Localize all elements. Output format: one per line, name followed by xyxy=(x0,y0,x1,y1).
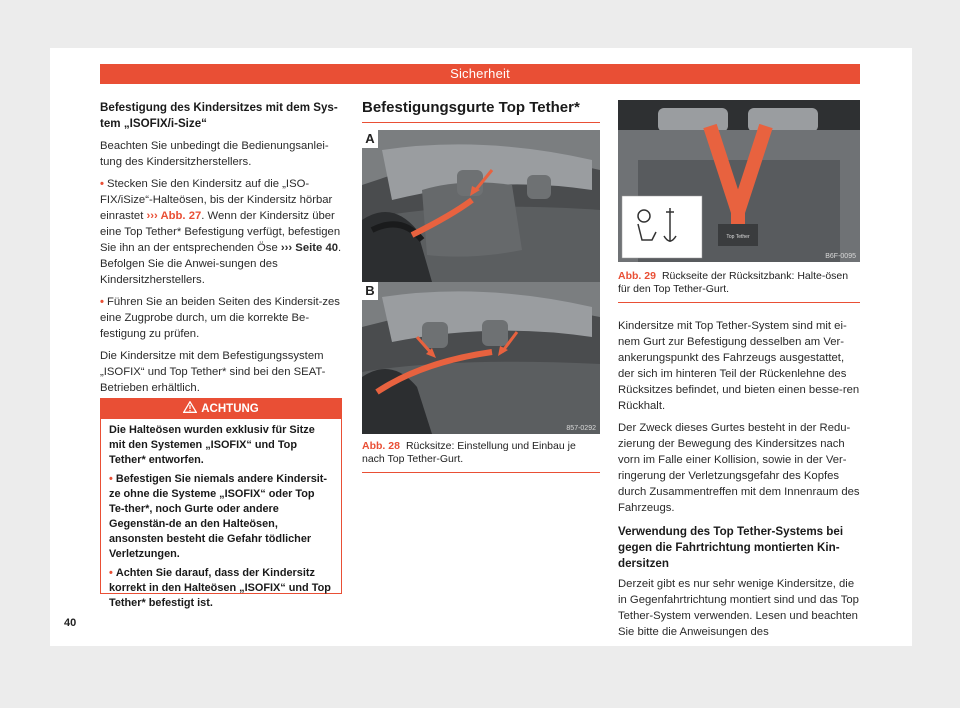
page-number: 40 xyxy=(64,617,77,629)
bullet-dot-icon: • xyxy=(109,473,113,485)
left-closing: Die Kindersitze mit dem Befestigungssystem „ISOFIX“ und Top Tether* sind bei den SEAT-Betrieben erhältlich. xyxy=(100,350,326,394)
figure-29-caption-text: Rückseite der Rücksitzbank: Halte-ösen für den Top Tether-Gurt. xyxy=(618,270,849,295)
figure-29-label: Abb. 29 xyxy=(618,270,656,282)
left-heading: Befestigung des Kindersitzes mit dem Sys-tem „ISOFIX/i-Size“ xyxy=(100,101,338,130)
top-tether-tag: Top Tether xyxy=(726,234,750,240)
warning-item-1 xyxy=(109,472,333,562)
figure-code: B6F-0095 xyxy=(825,253,856,260)
figure-label-b: B xyxy=(362,282,378,300)
warning-header xyxy=(101,399,341,419)
right-paragraph-3: Derzeit gibt es nur sehr wenige Kindersitze, die in Gegenfahrtrichtung montiert sind und das Top Tether-System verwenden. Lesen und beachten Sie bitte die Anweisungen des xyxy=(618,578,859,638)
warning-box xyxy=(100,398,342,609)
figure-28-label: Abb. 28 xyxy=(362,440,400,452)
figure-label-a: A xyxy=(362,130,378,148)
left-bullet-2 xyxy=(100,294,342,342)
warning-item-2-text: Achten Sie darauf, dass der Kindersitz korrekt in den Halteösen „ISOFIX“ und Top Tether* befestigt ist. xyxy=(109,567,331,609)
figure-28-caption xyxy=(362,440,600,473)
left-bullet-1 xyxy=(100,176,342,288)
figure-29-caption xyxy=(618,270,860,303)
warning-triangle-icon xyxy=(183,401,197,413)
bullet-dot-icon: • xyxy=(100,296,104,308)
right-subheading: Verwendung des Top Tether-Systems bei gegen die Fahrtrichtung montierten Kin-dersitzen xyxy=(618,525,844,570)
right-column-text xyxy=(618,318,860,640)
bullet1-text-b: . Wenn der Kindersitz über eine Top Tether* Befestigung verfügt, befestigen Sie ihn an der entsprechenden Öse xyxy=(100,210,341,254)
left-intro: Beachten Sie unbedingt die Bedienungsanlei-tung des Kindersitzherstellers. xyxy=(100,140,329,168)
bullet-dot-icon: • xyxy=(109,567,113,579)
figure-28-a xyxy=(362,130,600,282)
right-paragraph-2: Der Zweck dieses Gurtes besteht in der Redu-zierung der Bewegung des Kindersitzes nach vorn im Falle einer Kollision, sowie in der Ver-ringerung der Verletzungsgefahr des Kopfes durch Zusammentreffen mit dem Innenraum des Fahrzeugs. xyxy=(618,422,860,514)
right-paragraph-1: Kindersitze mit Top Tether-System sind mit ei-nem Gurt zur Befestigung desselben am Ver-ankerungspunkt des Fahrzeugs ausgestattet, der sich im hinteren Teil der Rückenlehne des Rücksitzes befindet, und bieten einen besse-ren Rückhalt. xyxy=(618,320,860,412)
section-title: Befestigungsgurte Top Tether* xyxy=(362,99,600,123)
warning-item-1-text: Befestigen Sie niemals andere Kindersit-ze ohne die Systeme „ISOFIX“ oder Top Te-ther*, noch Gurte oder andere Gegenstän-de an den Halteösen, ansonsten besteht die Gefahr tödlicher Verletzungen. xyxy=(109,473,328,560)
section-header: Sicherheit xyxy=(100,64,860,84)
warning-title: ACHTUNG xyxy=(201,403,259,415)
bullet1-text-c: . Befolgen Sie die Anwei-sungen des Kindersitzherstellers. xyxy=(100,242,342,286)
fig-27-link[interactable]: ››› Abb. 27 xyxy=(146,210,202,222)
warning-item-2 xyxy=(109,566,333,611)
bullet2-text: Führen Sie an beiden Seiten des Kindersit-zes eine Zugprobe durch, um die korrekte Be-festigung zu prüfen. xyxy=(100,296,340,340)
bullet-dot-icon: • xyxy=(100,178,104,190)
figure-28-caption-text: Rücksitze: Einstellung und Einbau je nach Top Tether-Gurt. xyxy=(362,440,576,465)
middle-column xyxy=(362,100,600,123)
rear-seat-illustration-a xyxy=(362,130,600,282)
rear-seat-illustration-b xyxy=(362,282,600,434)
warning-intro: Die Halteösen wurden exklusiv für Sitze mit den Systemen „ISOFIX“ und Top Tether* entworfen. xyxy=(109,424,315,466)
left-column xyxy=(100,100,342,396)
figure-code: 857-0292 xyxy=(566,425,596,432)
warning-body xyxy=(101,419,341,611)
page-40-link[interactable]: ››› Seite 40 xyxy=(280,242,339,254)
figure-29 xyxy=(618,100,860,262)
figure-28-b xyxy=(362,282,600,434)
bullet1-text-a: Stecken Sie den Kindersitz auf die „ISO-FIX/iSize“-Halteösen, bis der Kindersitz hörbar einrastet xyxy=(100,178,333,222)
